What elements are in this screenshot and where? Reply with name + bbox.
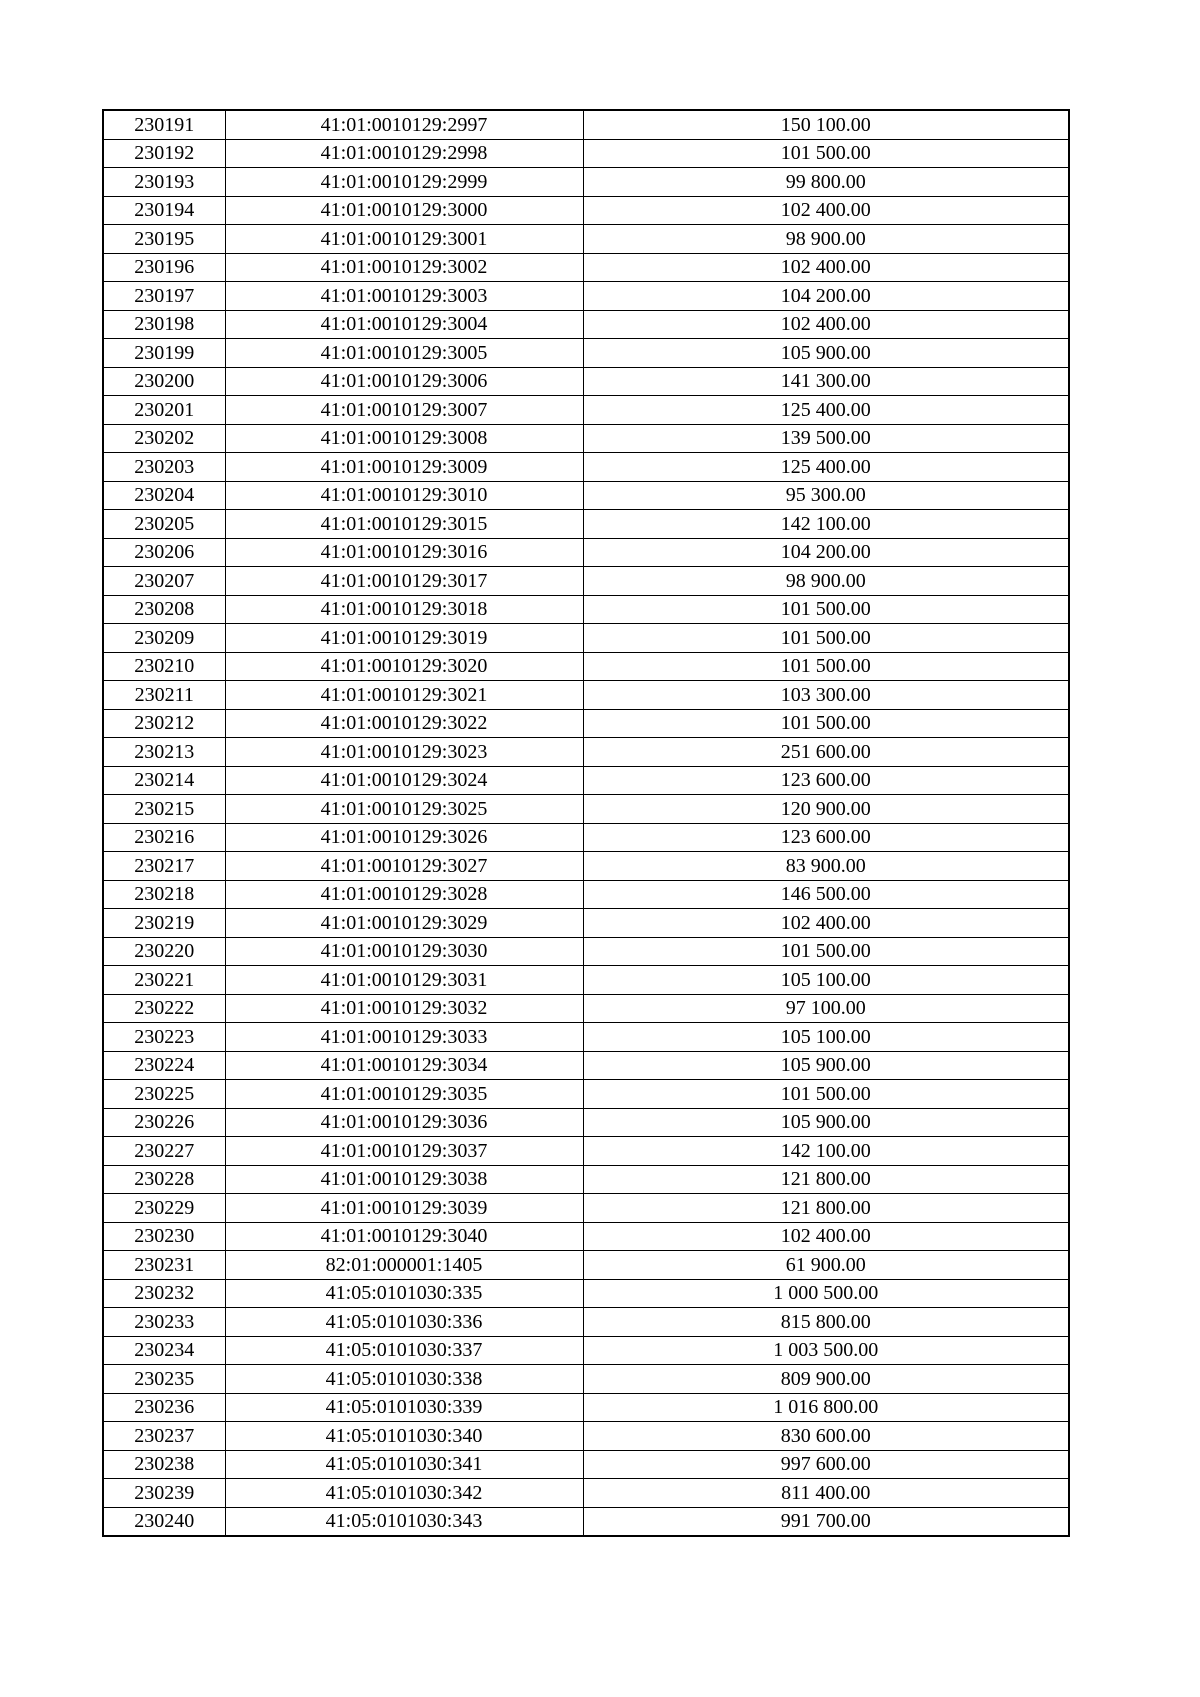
record-number-cell: 230218 — [103, 880, 225, 909]
table-row — [103, 709, 1069, 738]
record-number-cell: 230230 — [103, 1222, 225, 1251]
cadastral-value-cell: 105 900.00 — [583, 1108, 1069, 1137]
table-row — [103, 880, 1069, 909]
cadastral-value-cell: 1 000 500.00 — [583, 1279, 1069, 1308]
cadastral-number-cell: 41:01:0010129:3023 — [225, 738, 583, 767]
cadastral-value-cell: 121 800.00 — [583, 1165, 1069, 1194]
cadastral-value-cell: 101 500.00 — [583, 709, 1069, 738]
cadastral-number-cell: 41:01:0010129:2997 — [225, 110, 583, 139]
cadastral-value-cell: 125 400.00 — [583, 453, 1069, 482]
record-number-cell: 230222 — [103, 994, 225, 1023]
record-number-cell: 230228 — [103, 1165, 225, 1194]
record-number-cell: 230198 — [103, 310, 225, 339]
cadastral-value-cell: 101 500.00 — [583, 1080, 1069, 1109]
cadastral-number-cell: 41:01:0010129:3006 — [225, 367, 583, 396]
cadastral-number-cell: 41:01:0010129:2998 — [225, 139, 583, 168]
records-table — [102, 109, 1070, 1537]
cadastral-value-cell: 105 900.00 — [583, 1051, 1069, 1080]
record-number-cell: 230211 — [103, 681, 225, 710]
table-row — [103, 738, 1069, 767]
record-number-cell: 230229 — [103, 1194, 225, 1223]
cadastral-number-cell: 41:01:0010129:3020 — [225, 652, 583, 681]
record-number-cell: 230212 — [103, 709, 225, 738]
record-number-cell: 230235 — [103, 1365, 225, 1394]
cadastral-number-cell: 41:01:0010129:3008 — [225, 424, 583, 453]
cadastral-number-cell: 41:05:0101030:343 — [225, 1507, 583, 1536]
cadastral-number-cell: 41:01:0010129:3015 — [225, 510, 583, 539]
cadastral-value-cell: 83 900.00 — [583, 852, 1069, 881]
cadastral-number-cell: 41:01:0010129:3032 — [225, 994, 583, 1023]
record-number-cell: 230224 — [103, 1051, 225, 1080]
table-row — [103, 1393, 1069, 1422]
cadastral-value-cell: 123 600.00 — [583, 823, 1069, 852]
table-row — [103, 652, 1069, 681]
table-row — [103, 567, 1069, 596]
cadastral-value-cell: 102 400.00 — [583, 1222, 1069, 1251]
record-number-cell: 230195 — [103, 225, 225, 254]
table-row — [103, 1479, 1069, 1508]
record-number-cell: 230237 — [103, 1422, 225, 1451]
cadastral-number-cell: 41:01:0010129:3017 — [225, 567, 583, 596]
cadastral-value-cell: 997 600.00 — [583, 1450, 1069, 1479]
cadastral-number-cell: 41:05:0101030:335 — [225, 1279, 583, 1308]
record-number-cell: 230204 — [103, 481, 225, 510]
cadastral-number-cell: 41:01:0010129:3021 — [225, 681, 583, 710]
cadastral-value-cell: 98 900.00 — [583, 225, 1069, 254]
record-number-cell: 230217 — [103, 852, 225, 881]
cadastral-value-cell: 125 400.00 — [583, 396, 1069, 425]
record-number-cell: 230214 — [103, 766, 225, 795]
table-row — [103, 1507, 1069, 1536]
cadastral-number-cell: 41:01:0010129:3030 — [225, 937, 583, 966]
record-number-cell: 230236 — [103, 1393, 225, 1422]
table-row — [103, 225, 1069, 254]
table-row — [103, 1165, 1069, 1194]
table-row — [103, 595, 1069, 624]
table-row — [103, 766, 1069, 795]
cadastral-value-cell: 97 100.00 — [583, 994, 1069, 1023]
record-number-cell: 230239 — [103, 1479, 225, 1508]
cadastral-value-cell: 101 500.00 — [583, 652, 1069, 681]
cadastral-value-cell: 809 900.00 — [583, 1365, 1069, 1394]
cadastral-value-cell: 120 900.00 — [583, 795, 1069, 824]
cadastral-value-cell: 105 100.00 — [583, 966, 1069, 995]
record-number-cell: 230207 — [103, 567, 225, 596]
table-row — [103, 168, 1069, 197]
cadastral-value-cell: 61 900.00 — [583, 1251, 1069, 1280]
table-row — [103, 1051, 1069, 1080]
record-number-cell: 230199 — [103, 339, 225, 368]
record-number-cell: 230205 — [103, 510, 225, 539]
cadastral-value-cell: 105 100.00 — [583, 1023, 1069, 1052]
cadastral-number-cell: 41:01:0010129:3035 — [225, 1080, 583, 1109]
record-number-cell: 230221 — [103, 966, 225, 995]
cadastral-value-cell: 251 600.00 — [583, 738, 1069, 767]
cadastral-number-cell: 41:01:0010129:3040 — [225, 1222, 583, 1251]
record-number-cell: 230215 — [103, 795, 225, 824]
table-row — [103, 852, 1069, 881]
cadastral-value-cell: 1 016 800.00 — [583, 1393, 1069, 1422]
record-number-cell: 230213 — [103, 738, 225, 767]
record-number-cell: 230227 — [103, 1137, 225, 1166]
record-number-cell: 230201 — [103, 396, 225, 425]
record-number-cell: 230206 — [103, 538, 225, 567]
cadastral-number-cell: 41:01:0010129:3025 — [225, 795, 583, 824]
table-row — [103, 1308, 1069, 1337]
cadastral-value-cell: 105 900.00 — [583, 339, 1069, 368]
cadastral-number-cell: 41:01:0010129:3002 — [225, 253, 583, 282]
table-row — [103, 681, 1069, 710]
table-row — [103, 339, 1069, 368]
record-number-cell: 230220 — [103, 937, 225, 966]
cadastral-number-cell: 41:01:0010129:3026 — [225, 823, 583, 852]
cadastral-number-cell: 41:05:0101030:336 — [225, 1308, 583, 1337]
cadastral-value-cell: 104 200.00 — [583, 282, 1069, 311]
table-row — [103, 1023, 1069, 1052]
table-row — [103, 310, 1069, 339]
cadastral-value-cell: 142 100.00 — [583, 1137, 1069, 1166]
table-row — [103, 1080, 1069, 1109]
record-number-cell: 230231 — [103, 1251, 225, 1280]
table-row — [103, 481, 1069, 510]
table-row — [103, 795, 1069, 824]
record-number-cell: 230209 — [103, 624, 225, 653]
cadastral-number-cell: 41:01:0010129:3024 — [225, 766, 583, 795]
record-number-cell: 230191 — [103, 110, 225, 139]
cadastral-value-cell: 146 500.00 — [583, 880, 1069, 909]
cadastral-number-cell: 41:05:0101030:342 — [225, 1479, 583, 1508]
record-number-cell: 230193 — [103, 168, 225, 197]
record-number-cell: 230200 — [103, 367, 225, 396]
cadastral-value-cell: 139 500.00 — [583, 424, 1069, 453]
table-row — [103, 909, 1069, 938]
table-row — [103, 1422, 1069, 1451]
cadastral-number-cell: 41:01:0010129:3016 — [225, 538, 583, 567]
cadastral-number-cell: 41:01:0010129:3022 — [225, 709, 583, 738]
record-number-cell: 230240 — [103, 1507, 225, 1536]
record-number-cell: 230192 — [103, 139, 225, 168]
cadastral-value-cell: 1 003 500.00 — [583, 1336, 1069, 1365]
cadastral-number-cell: 41:05:0101030:340 — [225, 1422, 583, 1451]
cadastral-value-cell: 101 500.00 — [583, 624, 1069, 653]
cadastral-value-cell: 141 300.00 — [583, 367, 1069, 396]
table-row — [103, 937, 1069, 966]
cadastral-number-cell: 41:01:0010129:3036 — [225, 1108, 583, 1137]
cadastral-number-cell: 41:01:0010129:2999 — [225, 168, 583, 197]
cadastral-number-cell: 41:01:0010129:3003 — [225, 282, 583, 311]
cadastral-number-cell: 41:05:0101030:338 — [225, 1365, 583, 1394]
cadastral-value-cell: 103 300.00 — [583, 681, 1069, 710]
cadastral-value-cell: 102 400.00 — [583, 909, 1069, 938]
cadastral-value-cell: 99 800.00 — [583, 168, 1069, 197]
cadastral-number-cell: 41:01:0010129:3039 — [225, 1194, 583, 1223]
cadastral-value-cell: 991 700.00 — [583, 1507, 1069, 1536]
cadastral-number-cell: 41:01:0010129:3037 — [225, 1137, 583, 1166]
table-row — [103, 1279, 1069, 1308]
cadastral-value-cell: 95 300.00 — [583, 481, 1069, 510]
cadastral-number-cell: 41:01:0010129:3018 — [225, 595, 583, 624]
table-row — [103, 1222, 1069, 1251]
table-row — [103, 1450, 1069, 1479]
cadastral-value-cell: 142 100.00 — [583, 510, 1069, 539]
record-number-cell: 230238 — [103, 1450, 225, 1479]
table-row — [103, 1365, 1069, 1394]
cadastral-number-cell: 41:01:0010129:3000 — [225, 196, 583, 225]
record-number-cell: 230210 — [103, 652, 225, 681]
record-number-cell: 230194 — [103, 196, 225, 225]
cadastral-value-cell: 104 200.00 — [583, 538, 1069, 567]
table-row — [103, 282, 1069, 311]
cadastral-value-cell: 98 900.00 — [583, 567, 1069, 596]
records-table-body — [103, 110, 1069, 1536]
cadastral-number-cell: 41:05:0101030:339 — [225, 1393, 583, 1422]
cadastral-number-cell: 41:01:0010129:3027 — [225, 852, 583, 881]
record-number-cell: 230232 — [103, 1279, 225, 1308]
record-number-cell: 230203 — [103, 453, 225, 482]
cadastral-number-cell: 41:01:0010129:3028 — [225, 880, 583, 909]
cadastral-value-cell: 815 800.00 — [583, 1308, 1069, 1337]
cadastral-number-cell: 41:01:0010129:3033 — [225, 1023, 583, 1052]
record-number-cell: 230226 — [103, 1108, 225, 1137]
cadastral-number-cell: 41:01:0010129:3034 — [225, 1051, 583, 1080]
cadastral-number-cell: 41:01:0010129:3010 — [225, 481, 583, 510]
table-row — [103, 396, 1069, 425]
record-number-cell: 230233 — [103, 1308, 225, 1337]
cadastral-value-cell: 123 600.00 — [583, 766, 1069, 795]
cadastral-number-cell: 41:01:0010129:3038 — [225, 1165, 583, 1194]
record-number-cell: 230196 — [103, 253, 225, 282]
cadastral-number-cell: 41:05:0101030:341 — [225, 1450, 583, 1479]
cadastral-number-cell: 41:01:0010129:3029 — [225, 909, 583, 938]
cadastral-number-cell: 41:01:0010129:3019 — [225, 624, 583, 653]
table-row — [103, 1336, 1069, 1365]
table-row — [103, 624, 1069, 653]
cadastral-value-cell: 102 400.00 — [583, 196, 1069, 225]
table-row — [103, 1251, 1069, 1280]
table-row — [103, 823, 1069, 852]
table-row — [103, 367, 1069, 396]
cadastral-number-cell: 41:01:0010129:3005 — [225, 339, 583, 368]
cadastral-value-cell: 811 400.00 — [583, 1479, 1069, 1508]
table-row — [103, 966, 1069, 995]
record-number-cell: 230216 — [103, 823, 225, 852]
table-row — [103, 510, 1069, 539]
cadastral-value-cell: 102 400.00 — [583, 253, 1069, 282]
table-row — [103, 139, 1069, 168]
cadastral-number-cell: 41:01:0010129:3007 — [225, 396, 583, 425]
record-number-cell: 230225 — [103, 1080, 225, 1109]
table-row — [103, 1137, 1069, 1166]
cadastral-number-cell: 41:05:0101030:337 — [225, 1336, 583, 1365]
record-number-cell: 230197 — [103, 282, 225, 311]
cadastral-value-cell: 830 600.00 — [583, 1422, 1069, 1451]
table-row — [103, 1108, 1069, 1137]
cadastral-number-cell: 41:01:0010129:3001 — [225, 225, 583, 254]
table-row — [103, 1194, 1069, 1223]
cadastral-value-cell: 101 500.00 — [583, 937, 1069, 966]
cadastral-number-cell: 82:01:000001:1405 — [225, 1251, 583, 1280]
table-row — [103, 453, 1069, 482]
table-row — [103, 196, 1069, 225]
table-row — [103, 110, 1069, 139]
cadastral-number-cell: 41:01:0010129:3031 — [225, 966, 583, 995]
record-number-cell: 230219 — [103, 909, 225, 938]
table-row — [103, 424, 1069, 453]
cadastral-value-cell: 121 800.00 — [583, 1194, 1069, 1223]
cadastral-number-cell: 41:01:0010129:3009 — [225, 453, 583, 482]
cadastral-value-cell: 101 500.00 — [583, 139, 1069, 168]
record-number-cell: 230202 — [103, 424, 225, 453]
cadastral-value-cell: 102 400.00 — [583, 310, 1069, 339]
table-row — [103, 538, 1069, 567]
cadastral-number-cell: 41:01:0010129:3004 — [225, 310, 583, 339]
cadastral-value-cell: 150 100.00 — [583, 110, 1069, 139]
record-number-cell: 230234 — [103, 1336, 225, 1365]
table-row — [103, 994, 1069, 1023]
record-number-cell: 230208 — [103, 595, 225, 624]
table-row — [103, 253, 1069, 282]
record-number-cell: 230223 — [103, 1023, 225, 1052]
cadastral-value-cell: 101 500.00 — [583, 595, 1069, 624]
